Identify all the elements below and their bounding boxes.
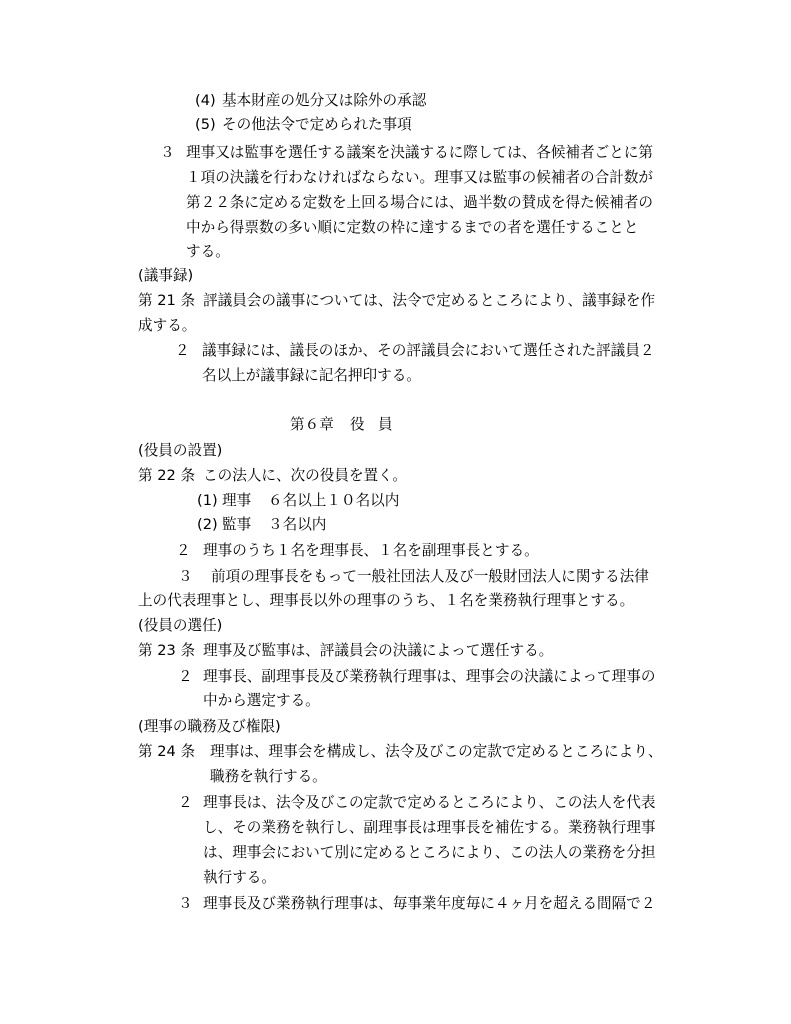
paragraph-line: 前項の理事長をもって一般社団法人及び一般財団法人に関する法律	[211, 568, 649, 585]
paragraph-line: 理事長は、法令及びこの定款で定めるところにより、この法人を代表	[203, 794, 656, 811]
paragraph-line: 理事のうち１名を理事長、１名を副理事長とする。	[203, 542, 539, 559]
item-number: (2)	[197, 516, 218, 533]
article-line: この法人に、次の役員を置く。	[203, 467, 408, 484]
paragraph-number: ２	[178, 794, 193, 811]
paragraph-line: 中から選定する。	[203, 692, 320, 709]
item-number: (4)	[195, 92, 216, 109]
chapter-title: 員	[378, 416, 393, 433]
paragraph-line: 上の代表理事とし、理事長以外の理事のうち、１名を業務執行理事とする。	[138, 592, 635, 609]
item-role: 理事	[222, 492, 252, 509]
article-line: 理事及び監事は、評議員会の決議によって選任する。	[203, 642, 554, 659]
paragraph-line: は、理事会において別に定めるところにより、この法人の業務を分担	[203, 844, 656, 861]
chapter-number: 第６章	[290, 416, 334, 433]
item-role: 監事	[222, 516, 252, 533]
article-caption: (役員の設置)	[138, 442, 223, 459]
paragraph-line: 執行する。	[203, 869, 276, 886]
chapter-title: 役	[350, 416, 365, 433]
article-number: 第 23 条	[138, 642, 196, 659]
item-number: (1)	[197, 492, 218, 509]
item-text: 基本財産の処分又は除外の承認	[222, 92, 427, 109]
paragraph-number: ２	[176, 542, 191, 559]
paragraph-number: ２	[175, 342, 190, 359]
paragraph-line: 理事長及び業務執行理事は、毎事業年度毎に４ヶ月を超える間隔で２	[203, 895, 656, 912]
article-caption: (理事の職務及び権限)	[138, 718, 281, 735]
paragraph-line: １項の決議を行わなければならない。理事又は監事の候補者の合計数が	[186, 169, 654, 186]
paragraph-line: 第２２条に定める定数を上回る場合には、過半数の賛成を得た候補者の	[186, 194, 654, 211]
article-caption: (役員の選任)	[138, 617, 223, 634]
article-line: 成する。	[138, 317, 197, 334]
paragraph-line: し、その業務を執行し、副理事長は理事長を補佐する。業務執行理事	[203, 819, 656, 836]
article-number: 第 24 条	[138, 743, 196, 760]
paragraph-number: ３	[178, 568, 193, 585]
article-number: 第 21 条	[138, 292, 196, 309]
paragraph-line: 中から得票数の多い順に定数の枠に達するまでの者を選任することと	[186, 219, 639, 236]
paragraph-number: ３	[178, 895, 193, 912]
paragraph-line: する。	[186, 243, 230, 260]
item-count: ３名以内	[268, 516, 327, 533]
article-line: 評議員会の議事については、法令で定めるところにより、議事録を作	[203, 292, 656, 309]
article-caption: (議事録)	[138, 267, 194, 284]
item-text: その他法令で定められた事項	[222, 116, 412, 133]
paragraph-number: ３	[160, 144, 175, 161]
article-line: 理事は、理事会を構成し、法令及びこの定款で定めるところにより、	[210, 743, 663, 760]
paragraph-line: 理事長、副理事長及び業務執行理事は、理事会の決議によって理事の	[203, 668, 656, 685]
item-count: ６名以上１０名以内	[268, 492, 400, 509]
article-line: 職務を執行する。	[210, 768, 327, 785]
item-number: (5)	[195, 116, 216, 133]
article-number: 第 22 条	[138, 467, 196, 484]
paragraph-line: 理事又は監事を選任する議案を決議するに際しては、各候補者ごとに第	[186, 144, 654, 161]
paragraph-number: ２	[178, 668, 193, 685]
paragraph-line: 名以上が議事録に記名押印する。	[202, 367, 421, 384]
paragraph-line: 議事録には、議長のほか、その評議員会において選任された評議員２	[202, 342, 655, 359]
